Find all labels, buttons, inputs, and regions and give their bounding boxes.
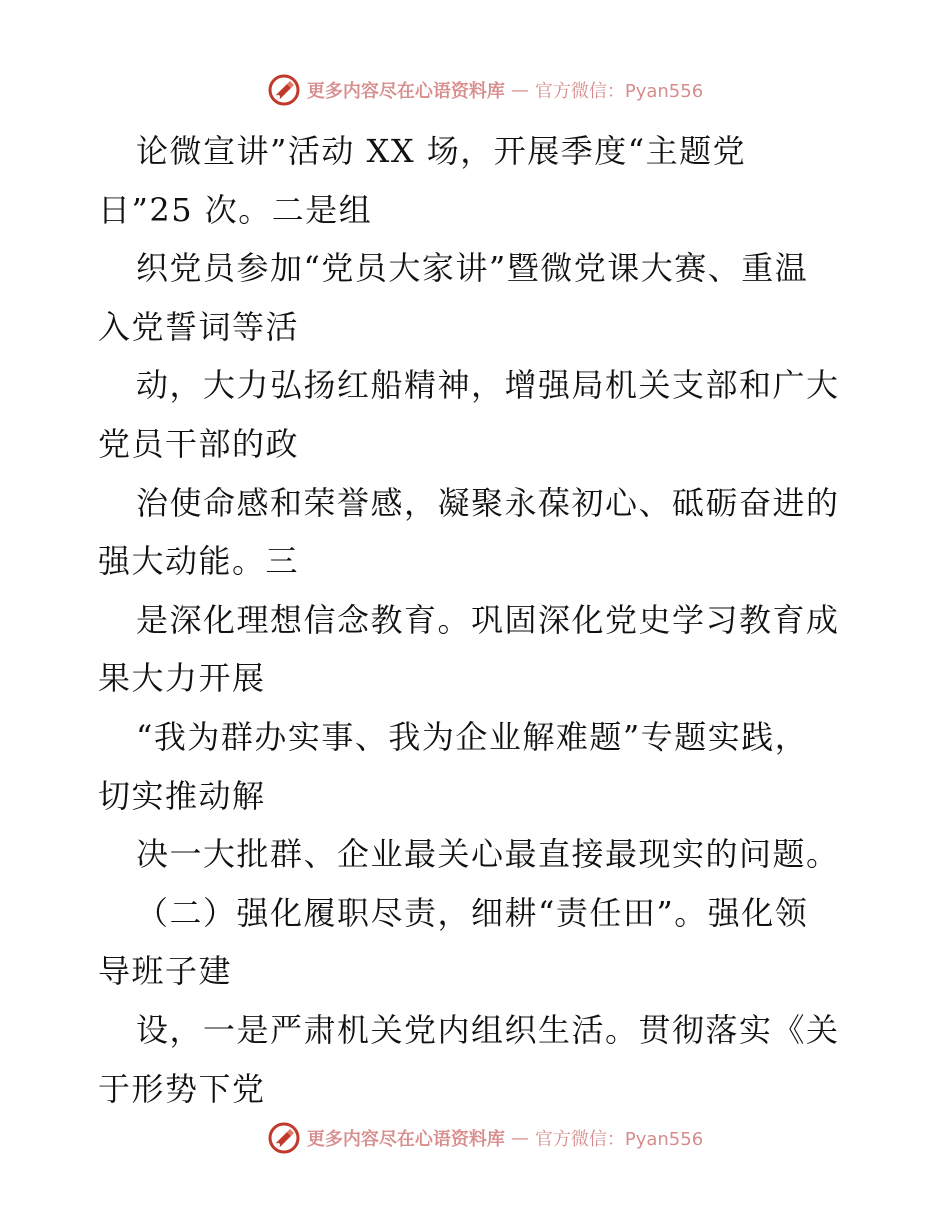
body-line: 果大力开展 xyxy=(98,659,266,698)
footer-site-text: 更多内容尽在心语资料库 xyxy=(306,1129,505,1150)
footer-banner-content xyxy=(267,1121,703,1155)
document-body xyxy=(98,122,858,1118)
body-line: 论微宣讲”活动 XX 场，开展季度“主题党 xyxy=(136,132,747,170)
footer-separator: — xyxy=(510,1127,529,1149)
body-line: 决一大批群、企业最关心最直接最现实的问题。 xyxy=(136,835,840,874)
body-line: 导班子建 xyxy=(98,952,233,991)
header-site-text: 更多内容尽在心语资料库 xyxy=(306,81,505,102)
body-line: 入党誓词等活 xyxy=(98,307,300,346)
footer-wechat-text: 官方微信：Pyan556 xyxy=(534,1129,704,1150)
body-line: 动，大力弘扬红船精神，增强局机关支部和广大 xyxy=(136,366,840,405)
body-line: 切实推动解 xyxy=(98,776,266,815)
header-wechat-text: 官方微信：Pyan556 xyxy=(534,81,704,102)
body-line: 织党员参加“党员大家讲”暨微党课大赛、重温 xyxy=(136,249,809,288)
logo-icon xyxy=(267,1121,301,1155)
body-line: “我为群办实事、我为企业解难题”专题实践， xyxy=(136,717,809,756)
body-line: 治使命感和荣誉感，凝聚永葆初心、砥砺奋进的 xyxy=(136,483,840,522)
body-line: （二）强化履职尽责，细耕“责任田”。强化领 xyxy=(136,893,809,932)
body-line: 设，一是严肃机关党内组织生活。贯彻落实《关 xyxy=(136,1010,840,1049)
logo-icon xyxy=(267,73,301,107)
header-banner-content xyxy=(267,73,703,107)
body-line: 日”25 次。二是组 xyxy=(98,190,373,229)
header-banner xyxy=(0,70,950,110)
body-line: 党员干部的政 xyxy=(98,424,300,463)
body-line: 强大动能。三 xyxy=(98,542,300,581)
body-line: 是深化理想信念教育。巩固深化党史学习教育成 xyxy=(136,600,840,639)
header-separator: — xyxy=(510,79,529,101)
footer-banner xyxy=(0,1118,950,1158)
body-line: 于形势下党 xyxy=(98,1069,266,1108)
